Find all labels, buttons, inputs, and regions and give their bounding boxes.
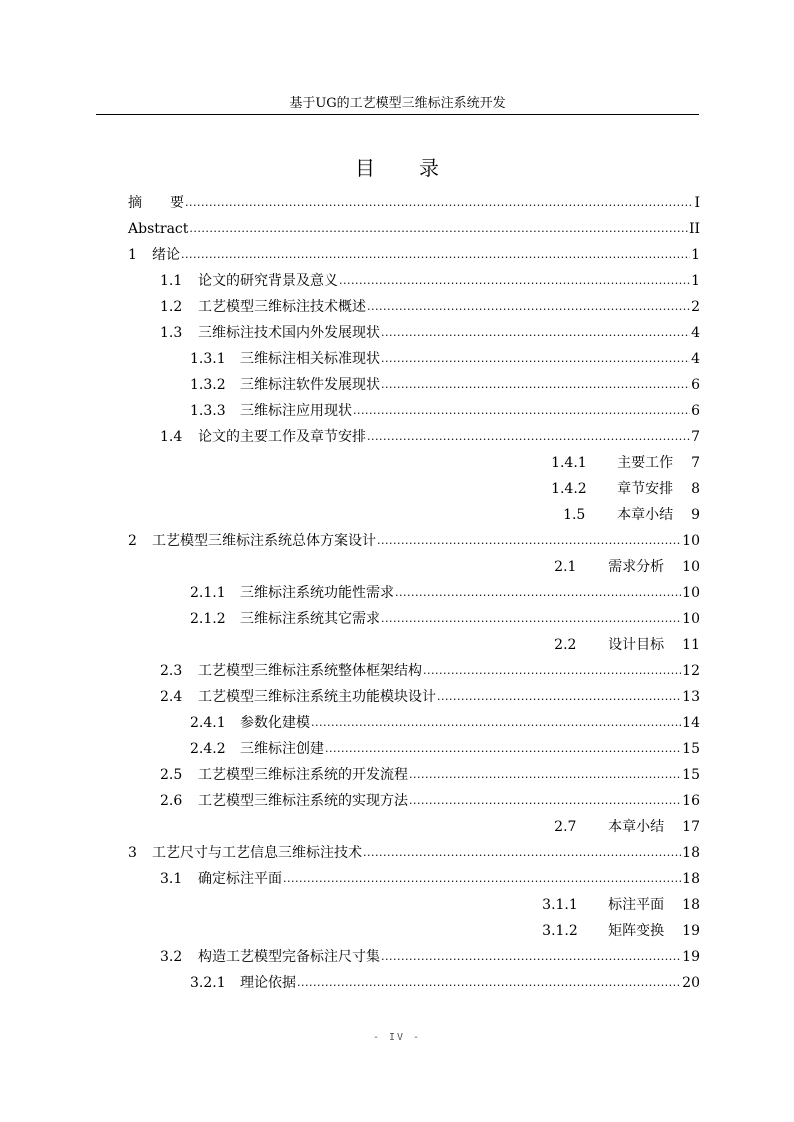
- toc-leader-dots: [189, 220, 688, 238]
- toc-entry-title: 确定标注平面: [198, 871, 282, 887]
- toc-leader-dots: [437, 688, 681, 706]
- toc-leader-dots: [409, 766, 681, 784]
- toc-entry-title: 工艺尺寸与工艺信息三维标注技术: [152, 845, 362, 861]
- toc-entry[interactable]: [128, 342, 700, 368]
- toc-entry-title: 标注平面: [608, 897, 665, 913]
- toc-entry-page: 4: [691, 325, 700, 341]
- toc-entry-title: 理论依据: [240, 975, 296, 991]
- toc-entry[interactable]: [128, 212, 700, 238]
- toc-entry-number: 3: [128, 845, 137, 861]
- toc-entry[interactable]: [128, 238, 700, 264]
- toc-leader-dots: [381, 610, 681, 628]
- toc-entry-number: 1.4: [160, 429, 183, 445]
- toc-entry[interactable]: [128, 446, 700, 472]
- toc-entry[interactable]: [128, 394, 700, 420]
- toc-entry[interactable]: [128, 706, 700, 732]
- toc-leader-dots: [363, 844, 681, 862]
- toc-entry-title: 构造工艺模型完备标注尺寸集: [198, 949, 380, 965]
- toc-entry[interactable]: [128, 472, 700, 498]
- toc-entry-title: 参数化建模: [240, 715, 310, 731]
- toc-entry-title: 三维标注系统其它需求: [240, 611, 380, 627]
- toc-leader-dots: [381, 350, 690, 368]
- toc-entry-number: 2.5: [160, 767, 183, 783]
- toc-entry-title: 工艺模型三维标注系统总体方案设计: [152, 533, 376, 549]
- toc-entry-page: 6: [691, 403, 700, 419]
- toc-entry[interactable]: [128, 498, 700, 524]
- toc-leader-dots: [377, 532, 681, 550]
- toc-entry[interactable]: [128, 810, 700, 836]
- toc-leader-dots: [367, 428, 690, 446]
- toc-entry-number: 2: [128, 533, 137, 549]
- toc-entry-page: 11: [682, 637, 700, 653]
- toc-entry-page: 7: [691, 429, 700, 445]
- toc-leader-dots: [283, 870, 681, 888]
- running-header: 基于UG的工艺模型三维标注系统开发: [289, 96, 506, 111]
- toc-entry[interactable]: [128, 602, 700, 628]
- toc-entry-page: 15: [682, 741, 700, 757]
- toc-entry-number: 1.3.3: [190, 403, 226, 419]
- toc-entry-number: 摘 要: [128, 195, 184, 211]
- toc-entry-title: 主要工作: [617, 455, 674, 471]
- toc-leader-dots: [311, 714, 681, 732]
- toc-entry[interactable]: [128, 966, 700, 992]
- toc-leader-dots: [381, 376, 690, 394]
- toc-entry-title: 三维标注技术国内外发展现状: [198, 325, 380, 341]
- toc-entry-page: 13: [682, 689, 700, 705]
- toc-entry-page: I: [694, 195, 700, 211]
- toc-leader-dots: [339, 272, 690, 290]
- toc-entry[interactable]: [128, 940, 700, 966]
- toc-entry[interactable]: [128, 836, 700, 862]
- toc-entry[interactable]: [128, 784, 700, 810]
- toc-entry[interactable]: [128, 290, 700, 316]
- toc-entry[interactable]: [128, 316, 700, 342]
- toc-entry-number: 2.4.2: [190, 741, 226, 757]
- toc-entry[interactable]: [128, 420, 700, 446]
- toc-leader-dots: [367, 298, 690, 316]
- toc-entry-page: 10: [682, 533, 700, 549]
- toc-title: 目录: [355, 156, 483, 180]
- toc-entry-number: 1.5: [563, 507, 586, 523]
- toc-entry-page: 8: [691, 481, 700, 497]
- toc-entry-page: 12: [682, 663, 700, 679]
- toc-entry-page: 2: [691, 299, 700, 315]
- toc-entry[interactable]: [128, 914, 700, 940]
- toc-entry-number: 2.4.1: [190, 715, 226, 731]
- toc-entry-number: 2.1.2: [190, 611, 226, 627]
- toc-entry[interactable]: [128, 576, 700, 602]
- toc-entry[interactable]: [128, 654, 700, 680]
- toc-entry-title: 三维标注系统功能性需求: [240, 585, 394, 601]
- toc-entry-number: 2.1.1: [190, 585, 226, 601]
- toc-entry-page: 18: [682, 897, 700, 913]
- toc-entry-page: 10: [682, 611, 700, 627]
- toc-entry-page: 1: [691, 247, 700, 263]
- header-rule: [96, 114, 699, 115]
- toc-entry[interactable]: [128, 550, 700, 576]
- toc-leader-dots: [381, 948, 681, 966]
- toc-entry-page: 17: [682, 819, 700, 835]
- toc-entry-title: 本章小结: [608, 819, 665, 835]
- toc-entry-page: 16: [682, 793, 700, 809]
- toc-entry-number: 3.1.1: [542, 897, 578, 913]
- toc-entry[interactable]: [128, 186, 700, 212]
- toc-entry-title: 论文的研究背景及意义: [198, 273, 338, 289]
- table-of-contents: [128, 186, 700, 992]
- toc-entry-page: 14: [682, 715, 700, 731]
- toc-entry-page: 4: [691, 351, 700, 367]
- toc-entry-title: 三维标注创建: [240, 741, 324, 757]
- toc-entry-title: 矩阵变换: [608, 923, 665, 939]
- toc-entry-number: 3.1: [160, 871, 183, 887]
- toc-entry-title: 三维标注相关标准现状: [240, 351, 380, 367]
- toc-entry-title: 设计目标: [608, 637, 665, 653]
- toc-entry-title: 论文的主要工作及章节安排: [198, 429, 366, 445]
- toc-entry-title: 三维标注应用现状: [240, 403, 352, 419]
- toc-entry[interactable]: [128, 732, 700, 758]
- toc-entry-page: 18: [682, 871, 700, 887]
- toc-entry[interactable]: [128, 680, 700, 706]
- toc-leader-dots: [409, 792, 681, 810]
- toc-entry-number: 3.2: [160, 949, 183, 965]
- toc-entry-title: 工艺模型三维标注技术概述: [198, 299, 366, 315]
- toc-entry[interactable]: [128, 628, 700, 654]
- toc-entry-page: 9: [691, 507, 700, 523]
- toc-entry-title: 本章小结: [617, 507, 674, 523]
- toc-entry-title: 三维标注软件发展现状: [240, 377, 380, 393]
- toc-entry[interactable]: [128, 758, 700, 784]
- toc-leader-dots: [325, 740, 681, 758]
- page-number: - IV -: [372, 1032, 422, 1043]
- toc-leader-dots: [395, 584, 681, 602]
- toc-leader-dots: [381, 324, 690, 342]
- toc-leader-dots: [181, 246, 690, 264]
- toc-entry[interactable]: [128, 524, 700, 550]
- toc-entry-number: 3.2.1: [190, 975, 226, 991]
- toc-entry-number: 2.2: [554, 637, 577, 653]
- toc-entry-title: 工艺模型三维标注系统整体框架结构: [198, 663, 422, 679]
- toc-entry-page: 18: [682, 845, 700, 861]
- toc-entry-page: 1: [691, 273, 700, 289]
- toc-entry[interactable]: [128, 888, 700, 914]
- toc-entry-number: 2.3: [160, 663, 183, 679]
- toc-leader-dots: [353, 402, 690, 420]
- toc-entry-page: 7: [691, 455, 700, 471]
- toc-entry-title: 工艺模型三维标注系统的开发流程: [198, 767, 408, 783]
- toc-leader-dots: [297, 974, 681, 992]
- toc-entry-number: 1.3: [160, 325, 183, 341]
- toc-entry[interactable]: [128, 264, 700, 290]
- toc-entry-number: 1.4.1: [551, 455, 587, 471]
- toc-entry-page: 6: [691, 377, 700, 393]
- toc-entry-page: 10: [682, 559, 700, 575]
- toc-entry-number: 2.4: [160, 689, 183, 705]
- toc-entry-title: 工艺模型三维标注系统的实现方法: [198, 793, 408, 809]
- toc-entry[interactable]: [128, 368, 700, 394]
- toc-entry-number: 1: [128, 247, 137, 263]
- toc-entry-number: 1.3.2: [190, 377, 226, 393]
- toc-entry-number: 2.6: [160, 793, 183, 809]
- toc-leader-dots: [423, 662, 681, 680]
- toc-entry-number: 3.1.2: [542, 923, 578, 939]
- toc-entry-number: 1.2: [160, 299, 183, 315]
- toc-entry-title: 需求分析: [608, 559, 665, 575]
- toc-entry-page: 10: [682, 585, 700, 601]
- toc-leader-dots: [185, 194, 693, 212]
- toc-entry-title: 绪论: [152, 247, 180, 263]
- toc-entry-number: 1.3.1: [190, 351, 226, 367]
- toc-entry-title: 工艺模型三维标注系统主功能模块设计: [198, 689, 436, 705]
- toc-entry-page: 19: [682, 949, 700, 965]
- toc-entry-page: 15: [682, 767, 700, 783]
- toc-entry-number: 2.7: [554, 819, 577, 835]
- toc-entry-number: 2.1: [554, 559, 577, 575]
- toc-entry-page: 20: [682, 975, 700, 991]
- toc-entry-number: 1.4.2: [551, 481, 587, 497]
- toc-entry-page: II: [688, 221, 700, 237]
- toc-entry-number: 1.1: [160, 273, 183, 289]
- toc-entry-number: Abstract: [128, 221, 189, 237]
- toc-entry-title: 章节安排: [617, 481, 674, 497]
- toc-entry[interactable]: [128, 862, 700, 888]
- toc-entry-page: 19: [682, 923, 700, 939]
